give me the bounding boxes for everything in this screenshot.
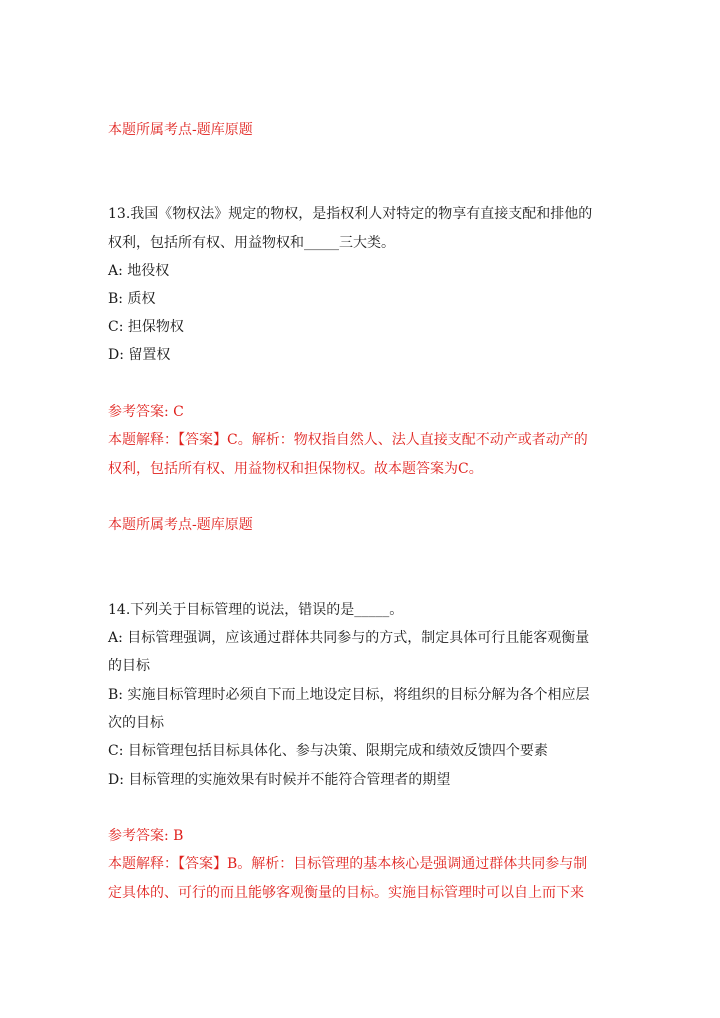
q13-option-c: C: 担保物权 bbox=[108, 319, 184, 335]
q13-explanation-line1: 本题解释：【答案】C。解析：物权指自然人、法人直接支配不动产或者动产的 bbox=[108, 432, 588, 448]
q14-option-b-line1: B: 实施目标管理时必须自下而上地设定目标，将组织的目标分解为各个相应层 bbox=[108, 687, 590, 703]
q14-explanation-line1: 本题解释：【答案】B。解析：目标管理的基本核心是强调通过群体共同参与制 bbox=[108, 856, 588, 872]
q13-explanation-line2: 权利，包括所有权、用益物权和担保物权。故本题答案为C。 bbox=[108, 461, 483, 477]
q13-option-a: A: 地役权 bbox=[108, 263, 170, 279]
q14-explanation-line2: 定具体的、可行的而且能够客观衡量的目标。实施目标管理时可以自上而下来 bbox=[108, 885, 584, 901]
q14-option-c: C: 目标管理包括目标具体化、参与决策、限期完成和绩效反馈四个要素 bbox=[108, 743, 548, 759]
source-label-top: 本题所属考点-题库原题 bbox=[108, 122, 253, 138]
q14-option-b-line2: 次的目标 bbox=[108, 715, 164, 731]
q13-stem-line1: 13.我国《物权法》规定的物权，是指权利人对特定的物享有直接支配和排他的 bbox=[108, 206, 593, 222]
q13-option-d: D: 留置权 bbox=[108, 347, 171, 363]
q14-option-d: D: 目标管理的实施效果有时候并不能符合管理者的期望 bbox=[108, 772, 451, 788]
q13-option-b: B: 质权 bbox=[108, 291, 156, 307]
q13-answer: 参考答案: C bbox=[108, 404, 184, 420]
q14-option-a-line2: 的目标 bbox=[108, 658, 150, 674]
q14-answer: 参考答案: B bbox=[108, 828, 184, 844]
q13-source-label: 本题所属考点-题库原题 bbox=[108, 517, 253, 533]
q13-stem-line2: 权利，包括所有权、用益物权和_____三大类。 bbox=[108, 235, 395, 251]
q14-stem-line1: 14.下列关于目标管理的说法，错误的是_____。 bbox=[108, 602, 404, 618]
q14-option-a-line1: A: 目标管理强调，应该通过群体共同参与的方式，制定具体可行且能客观衡量 bbox=[108, 630, 590, 646]
